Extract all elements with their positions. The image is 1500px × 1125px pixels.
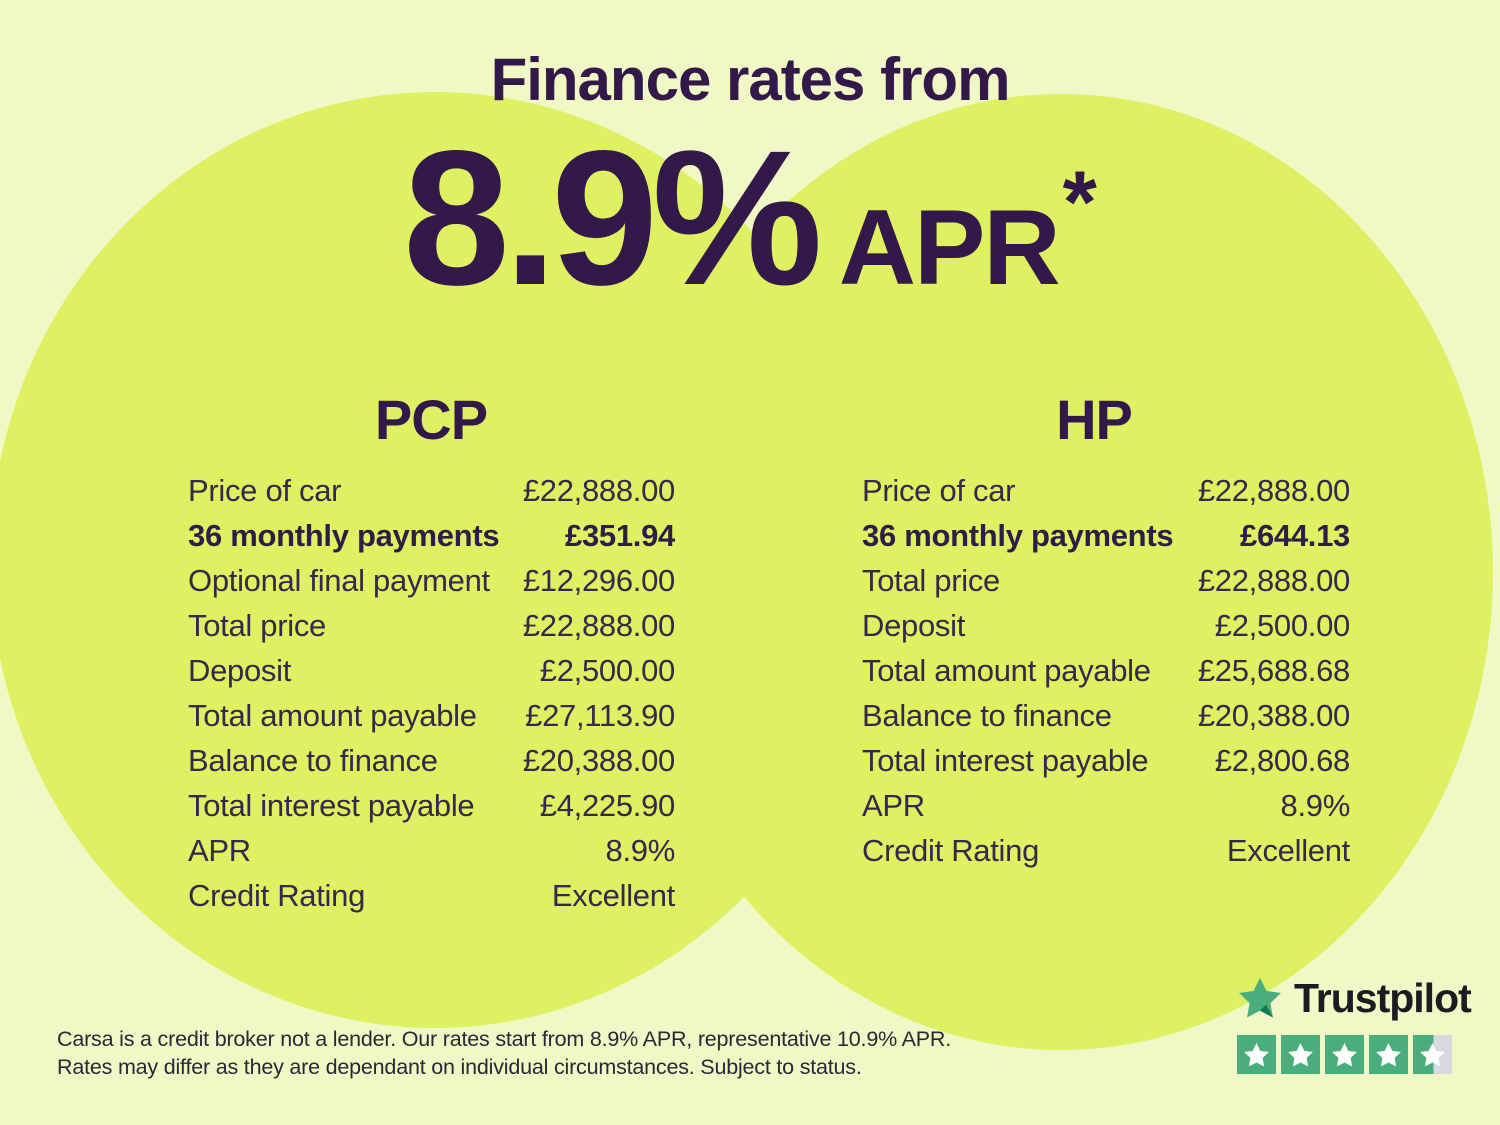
finance-row-label: Total price	[862, 562, 1000, 598]
finance-row	[862, 468, 1350, 513]
trustpilot-rating-stars	[1237, 1035, 1452, 1074]
star-glyph-icon	[1419, 1042, 1446, 1068]
finance-row-value: £2,800.68	[1214, 742, 1350, 778]
finance-row-label: Price of car	[188, 472, 342, 508]
rate-suffix: APR	[838, 187, 1059, 307]
finance-row	[862, 648, 1350, 693]
trustpilot-star-box	[1413, 1035, 1452, 1074]
finance-row-value: 8.9%	[1280, 787, 1350, 823]
finance-row-value: £2,500.00	[539, 652, 675, 688]
finance-row	[188, 648, 675, 693]
finance-row-value: £12,296.00	[522, 562, 675, 598]
trustpilot-star-box	[1281, 1035, 1320, 1074]
finance-row-label: Total amount payable	[862, 652, 1151, 688]
finance-row-label: Total price	[188, 607, 326, 643]
finance-row	[862, 603, 1350, 648]
finance-row-value: £22,888.00	[1197, 562, 1350, 598]
pcp-column-title: PCP	[374, 388, 488, 451]
finance-row-label: 36 monthly payments	[862, 517, 1174, 553]
pcp-finance-table	[188, 468, 675, 918]
trustpilot-star-box	[1237, 1035, 1276, 1074]
finance-row-label: Total interest payable	[188, 787, 475, 823]
finance-row-label: Credit Rating	[188, 877, 366, 913]
finance-row-label: Optional final payment	[188, 562, 490, 598]
finance-row	[188, 603, 675, 648]
finance-row	[188, 738, 675, 783]
finance-row-label: Balance to finance	[862, 697, 1112, 733]
finance-row-value: £2,500.00	[1214, 607, 1350, 643]
finance-row-label: Deposit	[862, 607, 966, 643]
finance-row	[862, 558, 1350, 603]
finance-row-value: Excellent	[1226, 832, 1350, 868]
rate-value: 8.9%	[403, 110, 817, 325]
disclaimer-line-2: Rates may differ as they are dependant on individual circumstances. Subject to status.	[57, 1054, 862, 1079]
star-glyph-icon	[1243, 1042, 1270, 1068]
finance-row	[188, 468, 675, 513]
page-title: Finance rates from	[490, 46, 1010, 113]
star-glyph-icon	[1375, 1042, 1402, 1068]
finance-row-label: APR	[188, 832, 251, 868]
finance-row-value: Excellent	[551, 877, 675, 913]
headline-rate	[0, 110, 1500, 325]
trustpilot-logo	[1237, 976, 1471, 1020]
finance-row-value: £20,388.00	[1197, 697, 1350, 733]
finance-row	[188, 693, 675, 738]
finance-row-label: Price of car	[862, 472, 1016, 508]
finance-row-label: Total amount payable	[188, 697, 477, 733]
finance-row-label: APR	[862, 787, 925, 823]
finance-row	[862, 693, 1350, 738]
finance-row	[862, 738, 1350, 783]
star-glyph-icon	[1331, 1042, 1358, 1068]
finance-row-label: Total interest payable	[862, 742, 1149, 778]
finance-row-value: £22,888.00	[1197, 472, 1350, 508]
finance-row	[188, 513, 675, 558]
finance-row-value: £4,225.90	[539, 787, 675, 823]
disclaimer-line-1: Carsa is a credit broker not a lender. Our rates start from 8.9% APR, representative 10.9% APR.	[57, 1027, 951, 1051]
finance-row-label: 36 monthly payments	[188, 517, 500, 553]
disclaimer	[57, 1026, 951, 1082]
finance-row	[862, 513, 1350, 558]
star-glyph-icon	[1287, 1042, 1314, 1068]
hp-finance-table	[862, 468, 1350, 873]
finance-row-label: Deposit	[188, 652, 292, 688]
finance-row-label: Credit Rating	[862, 832, 1040, 868]
trustpilot-star-box	[1325, 1035, 1364, 1074]
trustpilot-wordmark: Trustpilot	[1294, 974, 1471, 1021]
rate-asterisk: *	[1062, 152, 1097, 251]
finance-row	[188, 783, 675, 828]
finance-row	[862, 783, 1350, 828]
finance-row-value: £351.94	[565, 517, 675, 553]
finance-row-value: £644.13	[1240, 517, 1350, 553]
finance-row-value: £25,688.68	[1197, 652, 1350, 688]
finance-row-label: Balance to finance	[188, 742, 438, 778]
trustpilot-star-box	[1369, 1035, 1408, 1074]
hp-column-title: HP	[1056, 388, 1132, 451]
finance-row	[188, 828, 675, 873]
finance-row-value: £20,388.00	[522, 742, 675, 778]
trustpilot-star-icon	[1237, 976, 1283, 1020]
finance-row	[188, 558, 675, 603]
finance-row-value: £22,888.00	[522, 607, 675, 643]
finance-row	[862, 828, 1350, 873]
finance-row-value: £27,113.90	[525, 697, 675, 733]
finance-row-value: 8.9%	[605, 832, 675, 868]
finance-row-value: £22,888.00	[522, 472, 675, 508]
finance-row	[188, 873, 675, 918]
